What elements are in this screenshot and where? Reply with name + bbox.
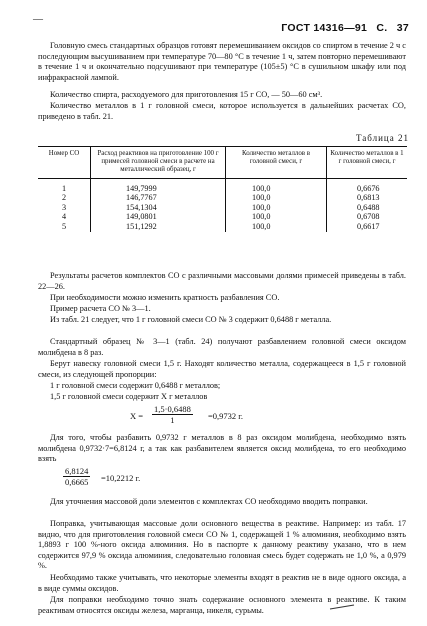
cell-metal-per-gram: 0,6488 — [327, 203, 408, 213]
paragraph-standard-sample: Стандартный образец № 3—1 (табл. 24) получают разбавлением головной смеси оксидом молибдена в 8 раз. — [38, 337, 406, 357]
cell-number: 4 — [61, 212, 67, 222]
paragraph-corrections: Для уточнения массовой доли элементов с комплектах СО необходимо вводить поправки. — [50, 497, 368, 506]
paragraph-dilute: Для того, чтобы разбавить 0,9732 г металлов в 8 раз оксидом молибдена, необходимо взять молибдена 0,9732·7=6,8124 г, а так как разбавителем является оксид молибдена, то его необходимо взять — [38, 433, 406, 464]
paragraph-example-metal: Из табл. 21 следует, что 1 г головной смеси СО № 3 содержит 0,6488 г металла. — [50, 315, 332, 324]
cell-reagents: 149,7999 — [91, 178, 226, 193]
pen-mark-icon — [329, 604, 355, 610]
cell-metal-mixture: 100,0 — [226, 178, 327, 193]
cell-reagents: 151,1292 — [91, 222, 226, 232]
cell-metal-mixture: 100,0 — [226, 203, 327, 213]
cell-number: 5 — [61, 221, 67, 231]
paragraph-main-element: Для поправки необходимо точно знать содержание основного элемента в реактиве. К таким реактивам относятся оксиды железа, марганца, никеля, сурьмы. — [38, 595, 406, 615]
paragraph-weigh: Берут навеску головной смеси 1,5 г. Находят количество металла, содержащееся в 1,5 г головной смеси, из следующей пропорции: — [38, 359, 406, 379]
cell-metal-per-gram: 0,6813 — [327, 193, 408, 203]
formula-oxide-denominator: 0,6665 — [65, 477, 89, 487]
cell-number: 3 — [61, 202, 67, 212]
paragraph-results: Результаты расчетов комплектов СО с различными массовыми долями примесей приведены в табл. 22—26. — [38, 271, 406, 291]
paragraph-dilution-change: При необходимости можно изменить кратность разбавления СО. — [50, 293, 280, 302]
formula-oxide-fraction — [63, 466, 90, 487]
cell-number: 1 — [61, 183, 67, 193]
cell-metal-mixture: 100,0 — [226, 212, 327, 222]
corner-mark: — — [33, 14, 43, 25]
formula-oxide — [63, 466, 263, 496]
paragraph-example-title: Пример расчета СО № 3—1. — [50, 304, 151, 313]
page-header — [275, 22, 409, 34]
table-title: Таблица 21 — [356, 133, 409, 143]
header-reagents: Расход реактивов на приготовление 100 г примесей головной смеси в расчете на металлический образец, г — [91, 147, 226, 179]
header-number: Номер СО — [38, 147, 91, 179]
formula-x-fraction — [152, 404, 193, 425]
formula-x-numerator: 1,5·0,6488 — [154, 404, 191, 414]
cell-metal-per-gram: 0,6676 — [327, 178, 408, 193]
page-number: 37 — [396, 22, 409, 34]
proportion-line-1: 1 г головной смеси содержит 0,6488 г металлов; — [50, 381, 221, 390]
table-header-row — [38, 147, 407, 179]
formula-oxide-numerator: 6,8124 — [65, 466, 89, 476]
table-row — [38, 193, 407, 203]
proportion-line-2: 1,5 г головной смеси содержит X г металлов — [50, 392, 208, 401]
paragraph-alcohol: Количество спирта, расходуемого для приготовления 15 г СО, — 50—60 см³. — [50, 90, 323, 99]
paragraph-correction-reagent: Поправка, учитывающая массовые доли основного вещества в реактиве. Например: из табл. 17 видно, что для приготовления головной смеси СО № 1, содержащей 1 % алюминия, необходимо взять 1,8893 г 100 %-ного оксида алюминия. Но в паспорте к данному реактиву указано, что в нем содержится 97,9 % оксида алюминия, следовательно головная смесь будет содержать не 1,0 %, а 0,979 %. — [38, 519, 406, 571]
paragraph-oxide-sum: Необходимо также учитывать, что некоторые элементы входят в реактив не в виде одного оксида, а в виде суммы оксидов. — [38, 573, 406, 593]
standard-number: ГОСТ 14316—91 — [281, 22, 368, 34]
cell-reagents: 146,7767 — [91, 193, 226, 203]
formula-x-denominator: 1 — [152, 414, 193, 425]
paragraph-metal-amount: Количество металлов в 1 г головной смеси, которое используется в дальнейших расчетах СО, приведено в табл. 21. — [38, 101, 406, 121]
cell-metal-per-gram: 0,6708 — [327, 212, 408, 222]
cell-metal-per-gram: 0,6617 — [327, 222, 408, 232]
formula-x-lhs: X = — [130, 411, 144, 421]
cell-reagents: 149,0801 — [91, 212, 226, 222]
cell-reagents: 154,1304 — [91, 203, 226, 213]
header-metal-per-gram: Количество металлов в 1 г головной смеси, г — [327, 147, 408, 179]
formula-x — [130, 404, 330, 434]
cell-metal-mixture: 100,0 — [226, 222, 327, 232]
header-metal-in-mixture: Количество металлов в головной смеси, г — [226, 147, 327, 179]
formula-oxide-result: =10,2212 г. — [101, 473, 141, 483]
cell-number: 2 — [61, 193, 67, 203]
cell-metal-mixture: 100,0 — [226, 193, 327, 203]
table-row — [38, 203, 407, 213]
table-row — [38, 178, 407, 193]
paragraph-mixture-prep: Головную смесь стандартных образцов готовят перемешиванием оксидов со спиртом в течение 2 ч с последующим высушиванием при температуре 70—80 °С в течение 1 ч, затем повторно перемешивают в течение 1 ч и окончательно подсушивают при температуре (105±5) °С в сушильном шкафу или под инфракрасной лампой. — [38, 41, 406, 82]
sheet-label: С. — [376, 22, 388, 34]
table-row — [38, 212, 407, 222]
table-row — [38, 222, 407, 232]
formula-x-result: =0,9732 г. — [208, 411, 243, 421]
table-21 — [38, 146, 407, 232]
